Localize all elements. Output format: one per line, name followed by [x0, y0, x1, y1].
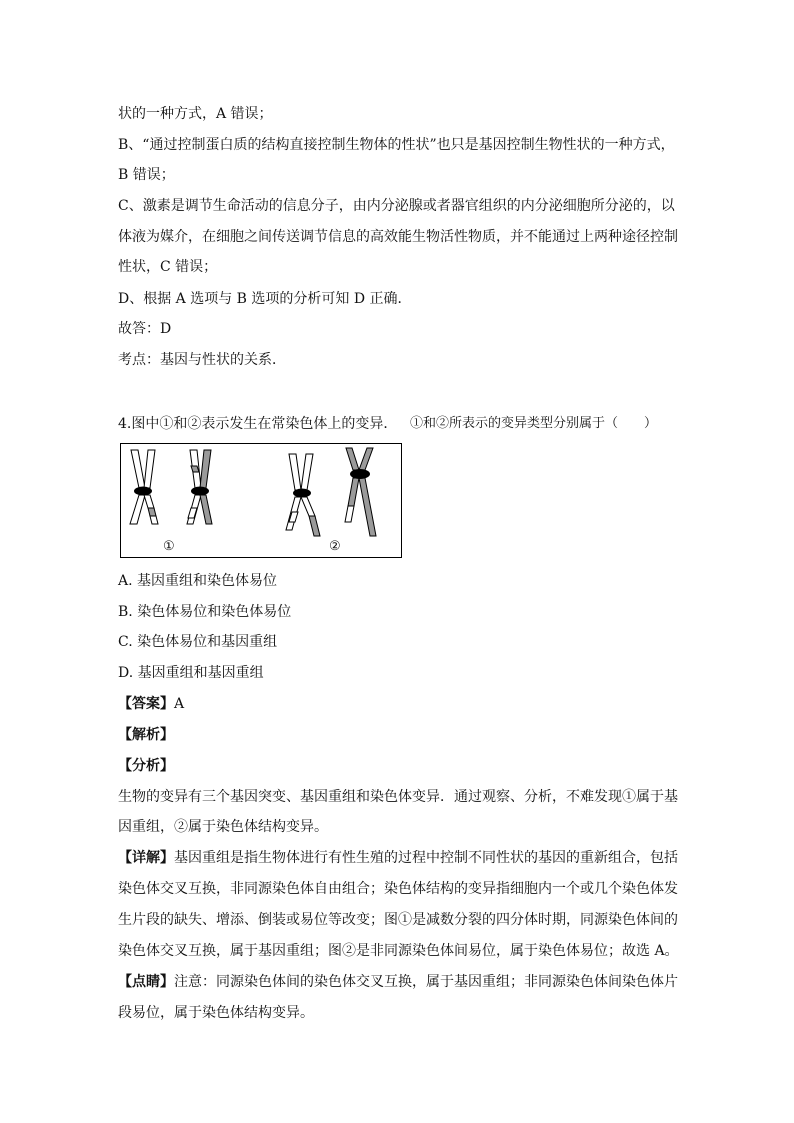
text-line: 状的一种方式，A 错误；: [118, 106, 273, 122]
answer-line: [118, 696, 184, 712]
pair-1b-centromere: [191, 487, 209, 496]
pair-2b-right-chromosome: [359, 448, 376, 536]
pair-2-centromere: [293, 489, 311, 498]
figure-label-2: ②: [329, 539, 341, 554]
chromosome-figure-final: [120, 443, 402, 558]
tip-line-1: [118, 974, 678, 990]
option-c: C. 染色体易位和基因重组: [118, 634, 278, 650]
pair-2b-centromere: [350, 469, 370, 479]
question-stem: 4.图中①和②表示发生在常染色体上的变异．: [118, 416, 398, 432]
figure-label-1: ①: [163, 539, 175, 554]
question-stem-continued: ①和②所表示的变异类型分别属于（ ）: [410, 416, 658, 431]
text-line: D、根据 A 选项与 B 选项的分析可知 D 正确．: [118, 291, 412, 307]
detail-line: 染色体交叉互换，非同源染色体自由组合；染色体结构的变异指细胞内一个或几个染色体发: [118, 881, 678, 897]
text-line: 考点：基因与性状的关系．: [118, 352, 286, 368]
text-line: 故答：D: [118, 321, 172, 337]
text-line: C、激素是调节生命活动的信息分子，由内分泌腺或者器官组织的内分泌细胞所分泌的，以: [118, 198, 675, 214]
fenxi-tag: 【分析】: [118, 758, 174, 774]
tip-text: 注意：同源染色体间的染色体交叉互换，属于基因重组；非同源染色体间染色体片: [174, 974, 678, 990]
text-line: B、“通过控制蛋白质的结构直接控制生物体的性状”也只是基因控制生物性状的一种方式，: [118, 137, 675, 153]
option-a: A. 基因重组和染色体易位: [118, 573, 278, 589]
detail-line: 染色体交叉互换，属于基因重组；图②是非同源染色体间易位，属于染色体易位；故选 A。: [118, 943, 679, 959]
tip-tag: 【点睛】: [118, 974, 174, 990]
answer-value: A: [174, 696, 185, 712]
detail-line: 生片段的缺失、增添、倒装或易位等改变；图①是减数分裂的四分体时期，同源染色体间的: [118, 912, 678, 928]
tip-line: 段易位，属于染色体结构变异。: [118, 1005, 314, 1021]
analysis-tag: 【解析】: [118, 727, 174, 743]
detail-tag: 【详解】: [118, 850, 174, 866]
pair-1-centromere: [134, 487, 152, 496]
pair-2b-left-chromosome: [345, 448, 359, 522]
option-d: D. 基因重组和基因重组: [118, 665, 264, 681]
text-line: 体液为媒介，在细胞之间传送调节信息的高效能生物活性物质，并不能通过上两种途径控制: [118, 229, 678, 245]
option-b: B. 染色体易位和染色体易位: [118, 604, 292, 620]
detail-text: 基因重组是指生物体进行有性生殖的过程中控制不同性状的基因的重新组合，包括: [174, 850, 678, 866]
answer-tag: 【答案】: [118, 696, 174, 712]
fenxi-line: 生物的变异有三个基因突变、基因重组和染色体变异．通过观察、分析，不难发现①属于基: [118, 789, 678, 805]
fenxi-line: 因重组，②属于染色体结构变异。: [118, 819, 328, 835]
text-line: B 错误；: [118, 167, 175, 183]
text-line: 性状，C 错误；: [118, 259, 218, 275]
detail-line-1: [118, 850, 678, 866]
